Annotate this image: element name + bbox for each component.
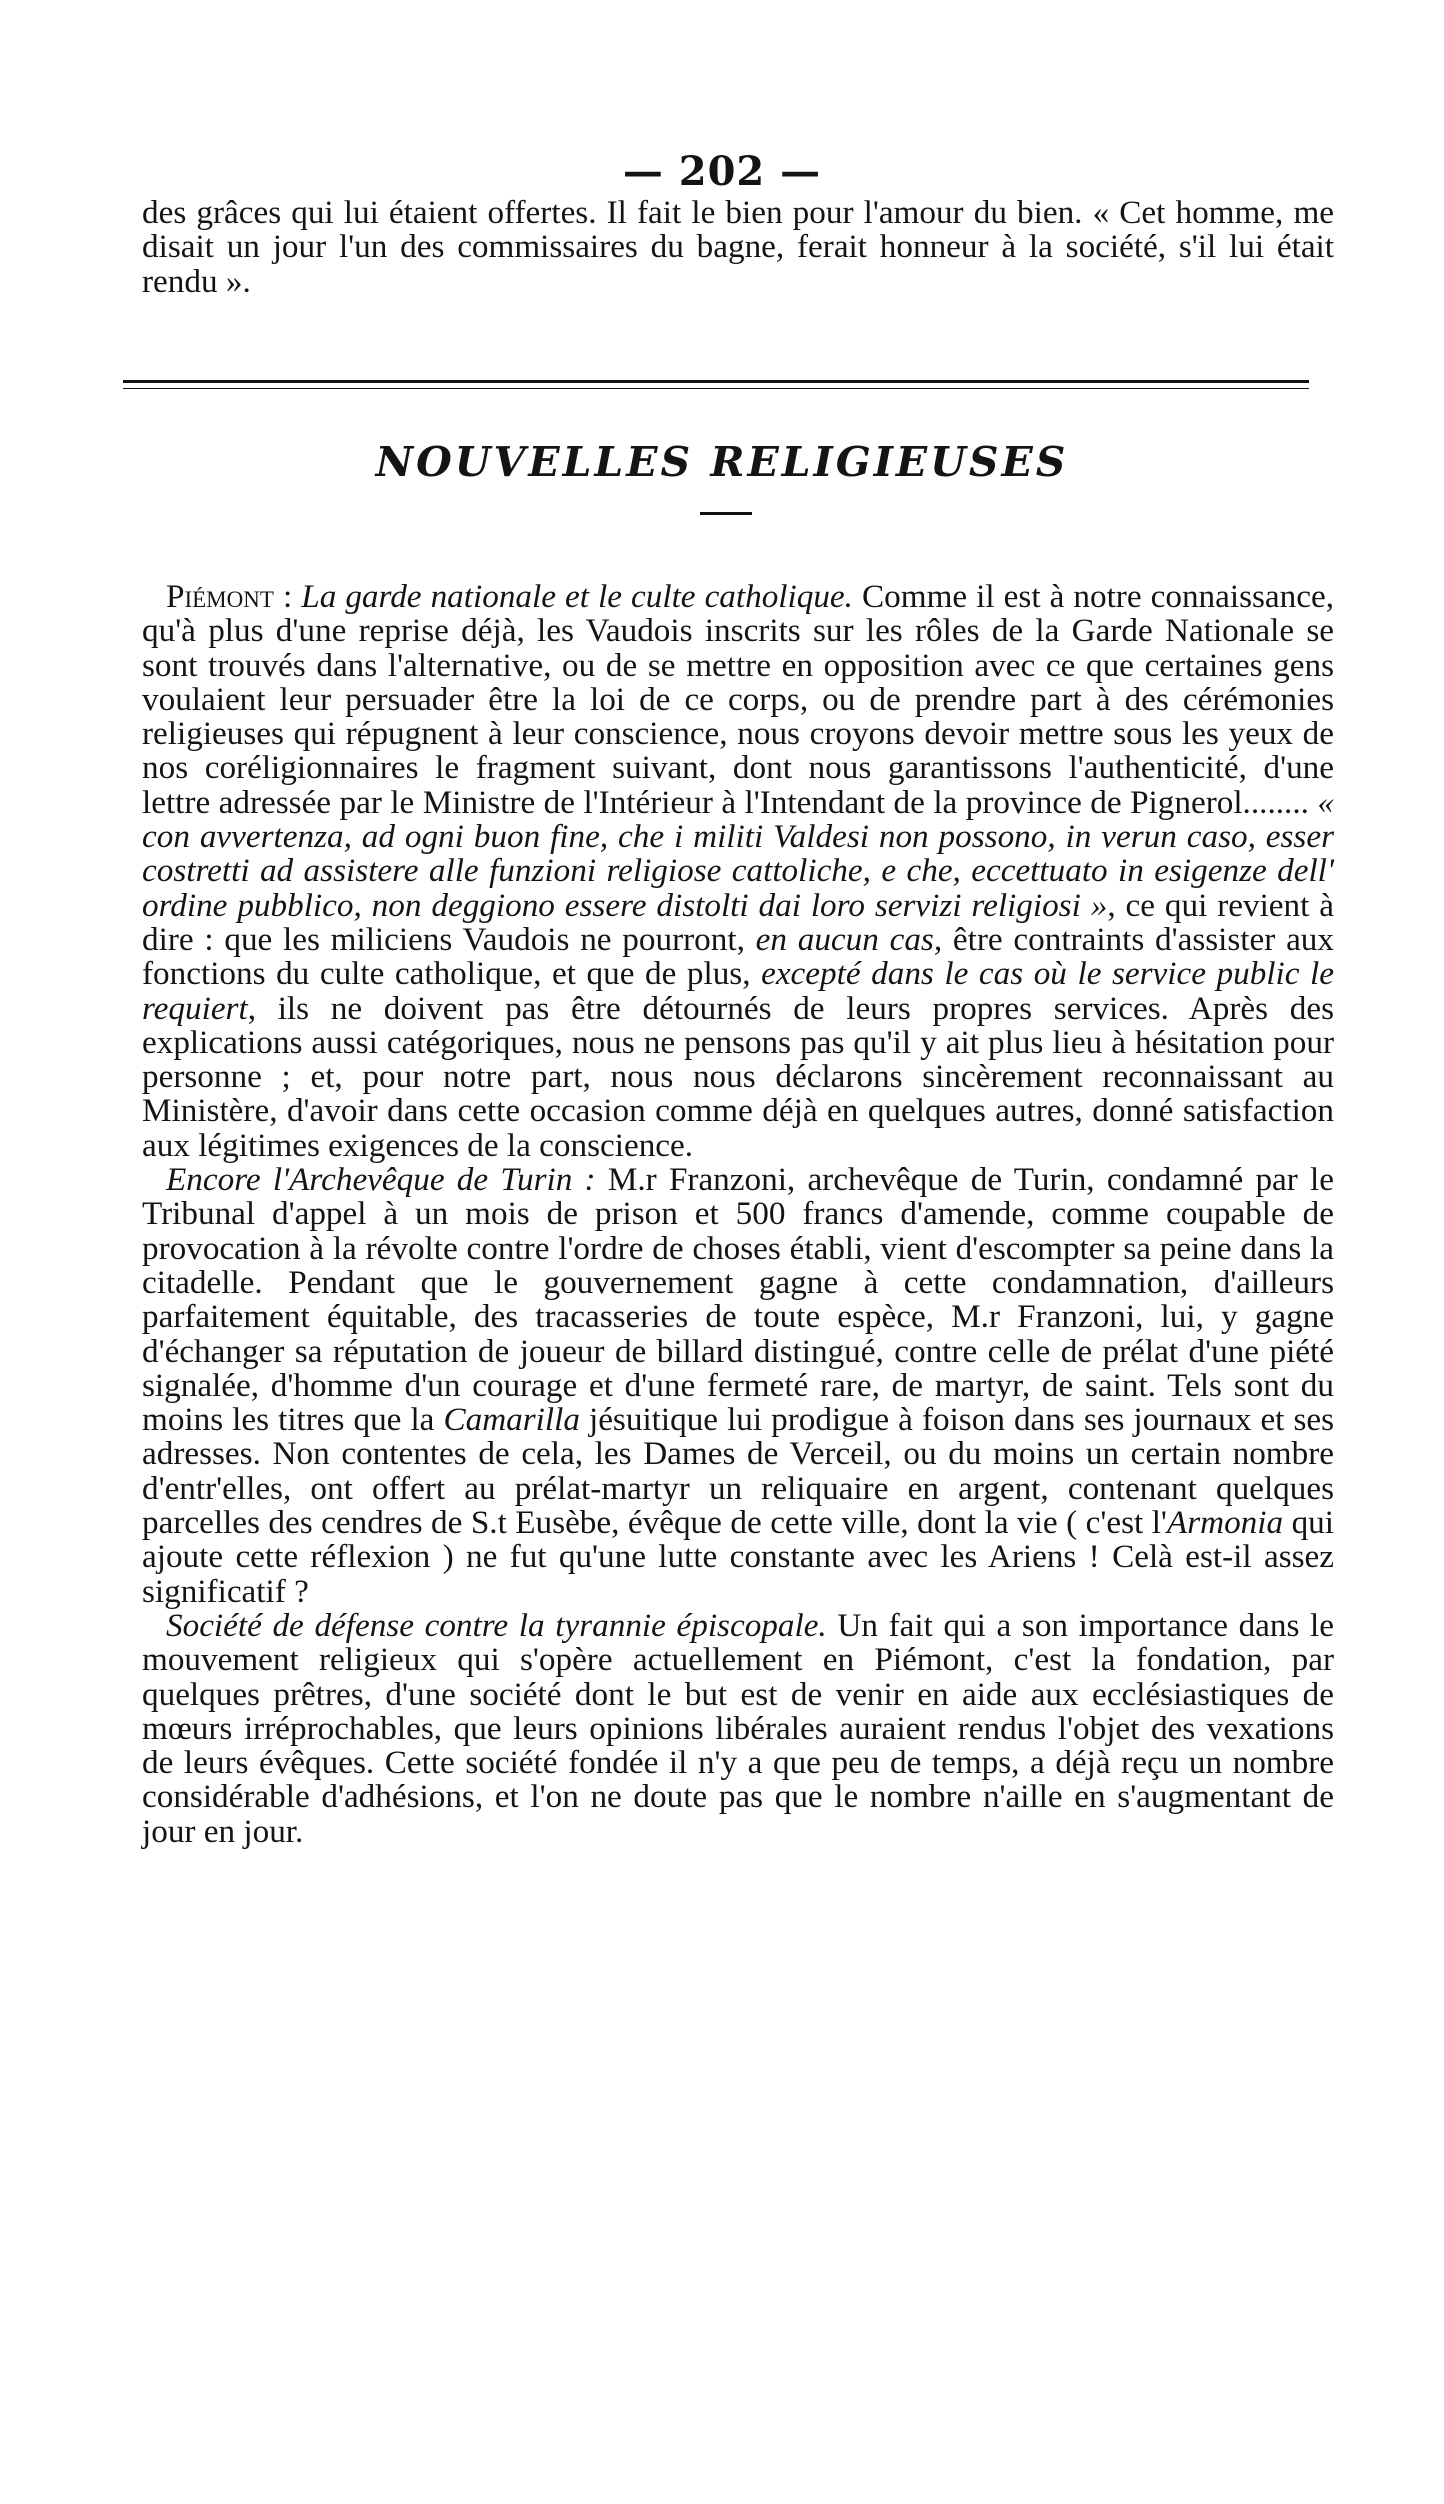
article-emphasis: en aucun cas, [755,920,943,958]
article-emphasis: Camarilla [443,1401,580,1439]
article-title: La garde nationale et le culte catholique. [301,578,853,615]
section-divider [123,380,1309,389]
page-number: — 202 — [622,148,822,195]
intro-paragraph [142,196,1334,299]
article-title: Encore l'Archevêque de Turin : [166,1161,596,1199]
article-body: jésuitique lui prodigue à foison dans ses journaux et ses adresses. Non contentes de cela, les Dames de Verceil, ou du moins un certain nombre d'entr'elles, ont offert au prélat-martyr un reliquaire en argent, contenant quelques parcelles des cendres de S.t Eusèbe, évêque de cette ville, dont la vie ( c'est l' [142,1401,1335,1542]
article-title: Société de défense contre la tyrannie épiscopale. [166,1606,827,1644]
article-archeveque [142,1163,1334,1609]
article-body: , ce qui revient à dire : que les miliciens Vaudois ne pourront, [142,886,1334,958]
intro-text: des grâces qui lui étaient offertes. Il fait le bien pour l'amour du bien. « Cet homme, me disait un jour l'un des commissaires du bagne, ferait honneur à la société, s'il lui était rendu ». [142,194,1334,300]
section-title: NOUVELLES RELIGIEUSES [375,438,1069,486]
article-body: Un fait qui a son importance dans le mouvement religieux qui s'opère actuellement en Piémont, c'est la fondation, par quelques prêtres, d'une société dont le but est de venir en aide aux ecclésiastiques de mœurs irréprochables, que leurs opinions libérales auraient rendus l'objet des vexations de leurs évêques. Cette société fondée il n'y a que peu de temps, a déjà reçu un nombre considérable d'adhésions, et l'on ne doute pas que le nombre n'aille en s'augmentant de jour en jour. [142,1606,1335,1850]
article-societe [142,1606,1335,1850]
article-body: M.r Franzoni, archevêque de Turin, condamné par le Tribunal d'appel à un mois de prison et 500 francs d'amende, comme coupable de provocation à la révolte contre l'ordre de choses établi, vient d'escompter sa peine dans la citadelle. Pendant que le gouvernement gagne à cette condamnation, d'ailleurs parfaitement équitable, des tracasseries de toute espèce, M.r Franzoni, lui, y gagne d'échanger sa réputation de joueur de billard distingué, contre celle de prélat d'une piété signalée, d'homme d'un courage et d'une fermeté rare, de martyr, de saint. Tels sont du moins les titres que la [142,1161,1335,1439]
article-body: Comme il est à notre connaissance, qu'à plus d'une reprise déjà, les Vaudois inscrits sur les rôles de la Garde Nationale se sont trouvés dans l'alternative, ou de se mettre en opposition avec ce que certaines gens voulaient leur persuader être la loi de ce corps, ou de prendre part à des cérémonies religieuses qui répugnent à leur conscience, nous croyons devoir mettre sous les yeux de nos coréligionnaires le fragment suivant, dont nous garantissons l'authenticité, d'une lettre adressée par le Ministre de l'Intérieur à l'Intendant de la province de Pignerol........ [142,578,1334,821]
article-emphasis: excepté dans le cas où le service public le requiert [142,955,1334,1027]
article-body: être contraints d'assister aux fonctions du culte catholique, et que de plus, [142,920,1334,993]
article-quote: « con avvertenza, ad ogni buon fine, che i militi Valdesi non possono, in verun caso, esser costretti ad assistere alle funzioni religiose cattoliche, e che, eccettuato in esigenze dell' ordine pubblico, non deggiono essere distolti dai loro servizi religiosi » [142,783,1334,924]
article-piemont [142,580,1334,1163]
article-emphasis: Armonia [1166,1504,1284,1542]
title-underline [700,512,752,515]
article-body: qui ajoute cette réflexion ) ne fut qu'une lutte constante avec les Ariens ! Celà est-il assez significatif ? [142,1504,1334,1610]
article-lead: Piémont : [166,578,293,615]
article-body: , ils ne doivent pas être détournés de leurs propres services. Après des explications aussi catégoriques, nous ne pensons pas qu'il y ait plus lieu à hésitation pour personne ; et, pour notre part, nous nous déclarons sincèrement reconnaissant au Ministère, d'avoir dans cette occasion comme déjà en quelques autres, donné satisfaction aux légitimes exigences de la conscience. [142,989,1334,1164]
articles [142,580,1334,1849]
